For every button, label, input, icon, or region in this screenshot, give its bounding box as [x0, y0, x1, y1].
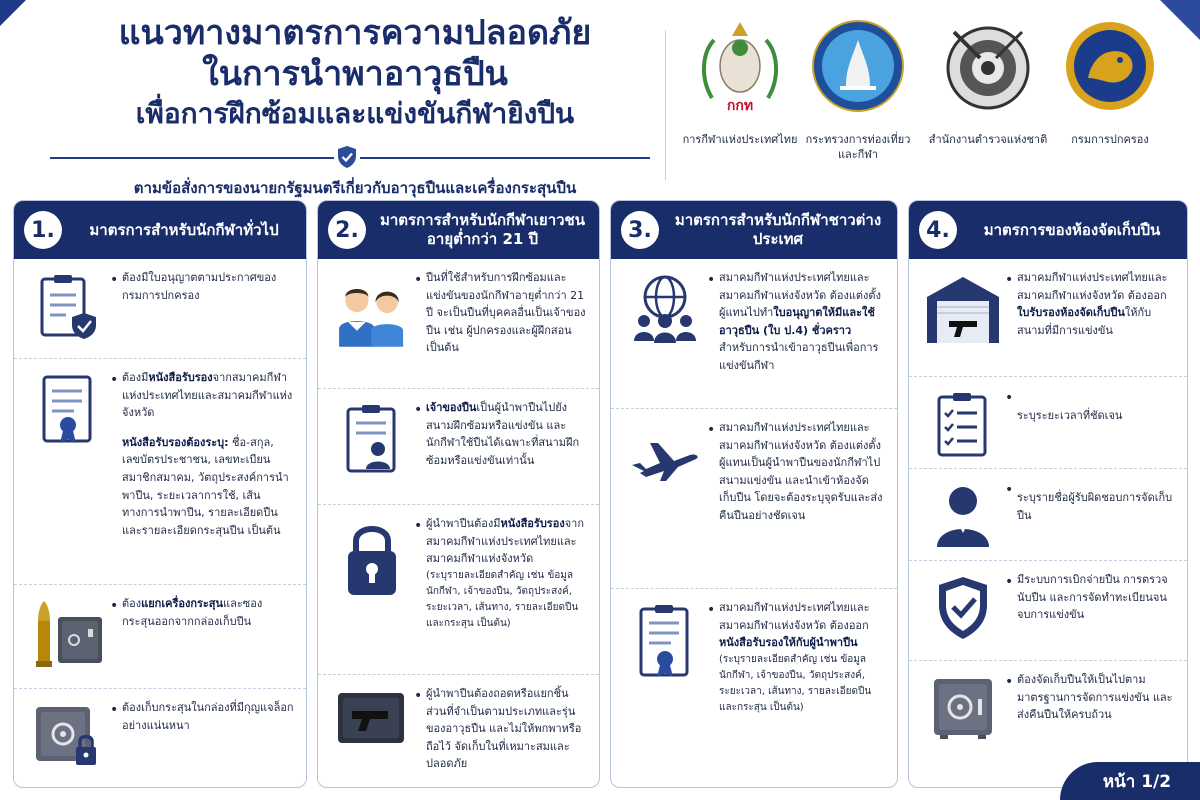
- owner-badge-icon: [332, 399, 412, 494]
- item-text-bold: เจ้าของปืน: [426, 401, 477, 414]
- shield-check-icon: [923, 571, 1003, 650]
- license-document-icon: [28, 269, 108, 348]
- item-text: • มีระบบการเบิกจ่ายปืน การตรวจนับปืน และการจัดทำทะเบียนจนจบการแข่งขัน: [1003, 571, 1175, 650]
- ministry-tourism-sports-emblem-icon: [810, 18, 906, 114]
- item-sub-text: ชื่อ-สกุล, เลขบัตรประชาชน, เลขทะเบียนสมาชิกสมาคม, วัตถุประสงค์การนำพาปืน, ระยะเวลาการใช้, เส้นทางการนำพาปืน, รายละเอียดปืน และรายละเอียดกระสุนปืน เป็นต้น: [122, 435, 289, 537]
- item-text: • ต้องมีใบอนุญาตตามประกาศของกรมการปกครอง: [108, 269, 294, 348]
- item-text-bold: ใบรับรองห้องจัดเก็บปืน: [1017, 306, 1125, 320]
- item-text: [1003, 269, 1175, 366]
- logo-ministry: [798, 18, 918, 163]
- global-group-icon: [625, 269, 705, 398]
- item-text: • ต้องเก็บกระสุนในกล่องที่มีกุญแจล็อกอย่างแน่นหนา: [108, 699, 294, 779]
- title-line-3: เพื่อการฝึกซ้อมและแข่งขันกีฬายิงปืน: [135, 97, 575, 131]
- item-text-pre: สมาคมกีฬาแห่งประเทศไทยและสมาคมกีฬาแห่งจังหวัด ต้องออก: [719, 601, 870, 632]
- column-number: 1.: [24, 211, 62, 249]
- item-text-pre: ต้องมี: [122, 371, 149, 384]
- column-title: มาตรการสำหรับนักกีฬาทั่วไป: [89, 220, 279, 239]
- sat-emblem-mark: กกท: [726, 98, 754, 114]
- item-text: [108, 369, 294, 574]
- header-divider: [665, 30, 666, 180]
- logo-label-ministry: กระทรวงการท่องเที่ยวและกีฬา: [805, 133, 911, 162]
- column-header: [909, 201, 1187, 259]
- list-item: [14, 689, 306, 788]
- item-text-bold: ใบอนุญาตให้มีและใช้อาวุธปืน (ใบ ป.4) ชั่วคราว: [719, 306, 875, 337]
- item-text: [705, 269, 885, 398]
- column-header: [611, 201, 897, 259]
- item-text: • ระบุรายชื่อผู้รับผิดชอบการจัดเก็บปืน: [1003, 479, 1175, 550]
- item-text-post: สำหรับการนำเข้าอาวุธปืนเพื่อการแข่งขันกีฬา: [719, 341, 879, 372]
- list-item: [14, 359, 306, 585]
- logo-label-dopa: กรมการปกครอง: [1071, 133, 1149, 146]
- column-general-athletes: [13, 200, 307, 788]
- list-item: [14, 585, 306, 689]
- item-subtext: [122, 434, 294, 540]
- logo-label-sat: การกีฬาแห่งประเทศไทย: [682, 133, 798, 146]
- item-text: • ปืนที่ใช้สำหรับการฝึกซ้อมและแข่งขันของนักกีฬาอายุต่ำกว่า 21 ปี จะเป็นปืนที่บุคคลอื่นเป็นเจ้าของปืน เช่น ผู้ปกครองและผู้ฝึกสอน เป็นต้น: [412, 269, 587, 378]
- column-gun-storage-room: [908, 200, 1188, 788]
- logo-sat: [680, 18, 800, 147]
- item-text-post: ให้กับสนามที่มีการแข่งขัน: [1017, 306, 1152, 337]
- item-text: • ระบุระยะเวลาที่ชัดเจน: [1003, 387, 1175, 458]
- sat-emblem-icon: [692, 18, 788, 114]
- logo-label-police: สำนักงานตำรวจแห่งชาติ: [928, 133, 1048, 146]
- logo-dopa: [1050, 18, 1170, 147]
- column-header: [318, 201, 599, 259]
- item-text-pre: ผู้นำพาปืนต้องมี: [426, 517, 501, 530]
- ammo-safe-icon: [28, 595, 108, 678]
- subtitle: ตามข้อสั่งการของนายกรัฐมนตรีเกี่ยวกับอาวุธปืนและเครื่องกระสุนปืน: [133, 179, 577, 197]
- column-number: 2.: [328, 211, 366, 249]
- checklist-icon: [923, 387, 1003, 458]
- list-item: [611, 259, 897, 409]
- item-detail-note: (ระบุรายละเอียดสำคัญ เช่น ข้อมูลนักกีฬา, เจ้าของปืน, วัตถุประสงค์, ระยะเวลา, เส้นทาง, รายละเอียดปืน และกระสุน เป็นต้น): [426, 569, 579, 629]
- item-text-bold: หนังสือรับรองให้กับผู้นำพาปืน: [719, 636, 858, 650]
- item-text-bold: หนังสือรับรอง: [148, 371, 213, 384]
- department-provincial-administration-emblem-icon: [1062, 18, 1158, 114]
- title-line-2: ในการนำพาอาวุธปืน: [202, 54, 508, 95]
- column-youth-athletes: [317, 200, 600, 788]
- certificate-icon: [28, 369, 108, 574]
- person-icon: [923, 479, 1003, 550]
- logo-police: [928, 18, 1048, 147]
- youth-athletes-icon: [332, 269, 412, 378]
- column-foreign-athletes: [610, 200, 898, 788]
- item-text: [108, 595, 294, 678]
- column-title: มาตรการสำหรับนักกีฬาชาวต่างประเทศ: [674, 211, 882, 248]
- page-number-badge: หน้า 1/2: [1060, 762, 1200, 800]
- title-block: [40, 14, 670, 130]
- locked-safe-icon: [28, 699, 108, 779]
- item-text: [412, 399, 587, 494]
- item-sub-bold: หนังสือรับรองต้องระบุ:: [122, 435, 229, 449]
- list-item: [909, 259, 1187, 377]
- item-text: • ต้องจัดเก็บปืนให้เป็นไปตามมาตรฐานการจัดการแข่งขัน และส่งคืนปืนให้ครบถ้วน: [1003, 671, 1175, 771]
- list-item: [611, 589, 897, 779]
- item-text: [412, 515, 587, 664]
- item-text-post: และซองกระสุนออกจากกล่องเก็บปืน: [122, 597, 263, 628]
- column-title: มาตรการของห้องจัดเก็บปืน: [983, 220, 1161, 239]
- shield-check-icon: [334, 145, 360, 173]
- list-item: [318, 675, 599, 783]
- item-text-post: เป็นผู้นำพาปืนไปยังสนามฝึกซ้อมหรือแข่งขัน และนักกีฬาใช้ปืนได้เฉพาะที่สนามฝึกซ้อมหรือแข่งขันเท่านั้น: [426, 401, 580, 467]
- list-item: [611, 409, 897, 589]
- logo-row: [680, 18, 1180, 178]
- airplane-icon: [625, 419, 705, 578]
- gun-storage-room-icon: [923, 269, 1003, 366]
- title-line-1: แนวทางมาตรการความปลอดภัย: [118, 13, 592, 53]
- column-title: มาตรการสำหรับนักกีฬาเยาวชนอายุต่ำกว่า 21 ปี: [379, 211, 585, 248]
- item-text-post: จากสมาคมกีฬาแห่งประเทศไทยและสมาคมกีฬาแห่งจังหวัด: [122, 371, 293, 420]
- column-number: 4.: [919, 211, 957, 249]
- item-text-bold: แยกเครื่องกระสุน: [141, 597, 224, 610]
- list-item: [318, 505, 599, 675]
- certificate-icon: [625, 599, 705, 769]
- header: [0, 0, 1200, 200]
- item-text-pre: ต้อง: [122, 597, 142, 610]
- list-item: [909, 377, 1187, 469]
- column-header: [14, 201, 306, 259]
- item-text: • สมาคมกีฬาแห่งประเทศไทยและสมาคมกีฬาแห่งจังหวัด ต้องแต่งตั้งผู้แทนเป็นผู้นำพาปืนของนักกีฬาไปสนามแข่งขัน และนำเข้าห้องจัดเก็บปืน โดยจะต้องระบุจุดรับและส่งคืนปืนอย่างชัดเจน: [705, 419, 885, 578]
- pistol-case-icon: [332, 685, 412, 773]
- item-text-post: จากสมาคมกีฬาแห่งประเทศไทยและสมาคมกีฬาแห่งจังหวัด: [426, 517, 584, 566]
- royal-thai-police-emblem-icon: [940, 18, 1036, 114]
- column-number: 3.: [621, 211, 659, 249]
- list-item: [14, 259, 306, 359]
- list-item: [318, 259, 599, 389]
- item-detail-note: (ระบุรายละเอียดสำคัญ เช่น ข้อมูลนักกีฬา, เจ้าของปืน, วัตถุประสงค์, ระยะเวลา, เส้นทาง, รายละเอียดปืน และกระสุน เป็นต้น): [719, 653, 872, 713]
- safe-icon: [923, 671, 1003, 771]
- item-text: [705, 599, 885, 769]
- list-item: [909, 561, 1187, 661]
- item-text-pre: สมาคมกีฬาแห่งประเทศไทยและสมาคมกีฬาแห่งจังหวัด ต้องออก: [1017, 271, 1168, 302]
- item-text-bold: หนังสือรับรอง: [500, 517, 565, 530]
- item-text: • ผู้นำพาปืนต้องถอดหรือแยกชิ้นส่วนที่จำเป็นตามประเภทและรุ่นของอาวุธปืน และไม่ให้พกพาหรือถือไว้ จัดเก็บในที่เหมาะสมและปลอดภัย: [412, 685, 587, 773]
- list-item: [909, 469, 1187, 561]
- item-text-pre: สมาคมกีฬาแห่งประเทศไทยและสมาคมกีฬาแห่งจังหวัด ต้องแต่งตั้งผู้แทนไปทำ: [719, 271, 881, 320]
- list-item: [318, 389, 599, 505]
- padlock-icon: [332, 515, 412, 664]
